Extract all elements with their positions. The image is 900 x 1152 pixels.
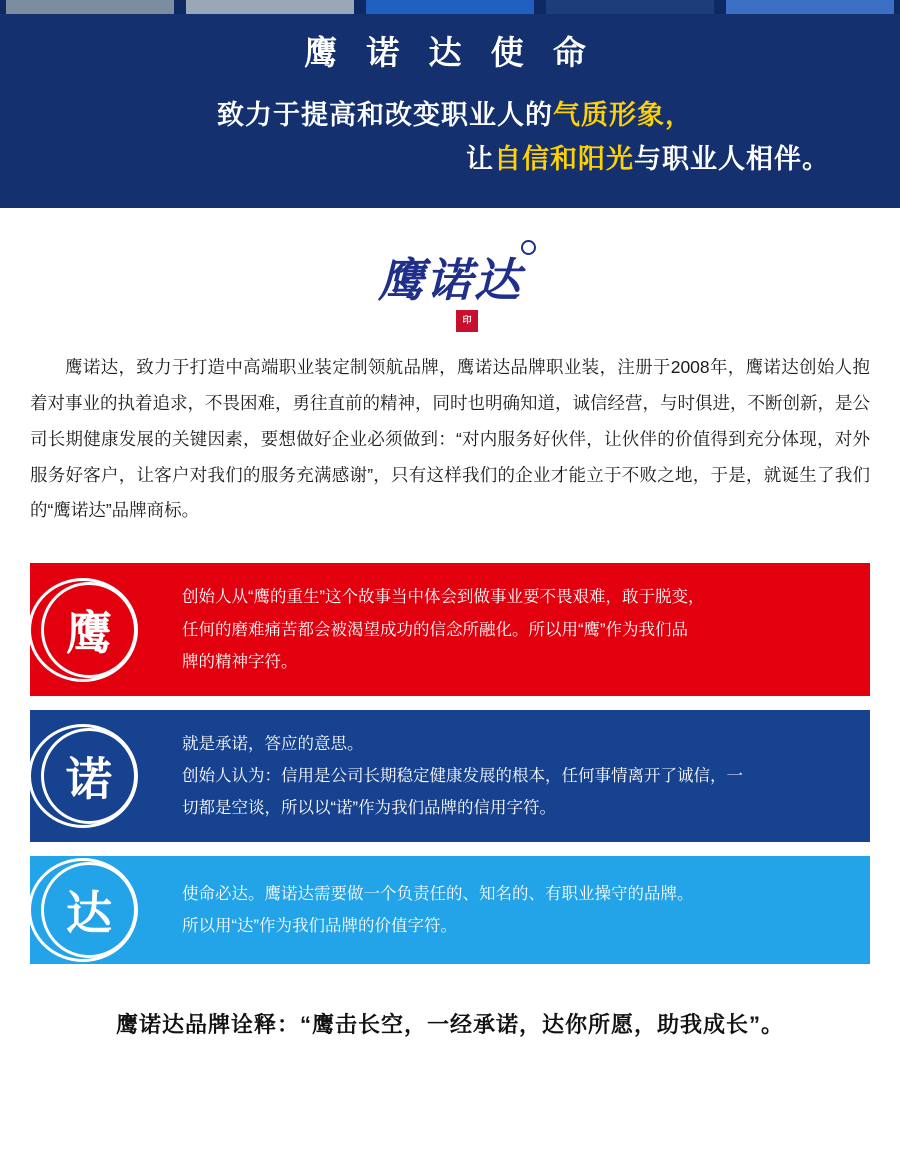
nuo-line-3: 切都是空谈，所以以“诺”作为我们品牌的信用字符。: [182, 799, 556, 818]
seal-icon: 印: [456, 310, 478, 332]
badge-ring-nuo: [41, 728, 137, 824]
character-block-da: [30, 856, 870, 964]
mission-line-2: [40, 137, 860, 182]
character-text-da: [148, 856, 870, 964]
nuo-line-1: 就是承诺，答应的意思。: [182, 734, 364, 753]
mission-line-2-prefix: 让: [466, 144, 494, 175]
badge-char-nuo: 诺: [66, 752, 112, 807]
ying-line-3: 牌的精神字符。: [182, 652, 298, 671]
brand-logo: [378, 244, 522, 326]
badge-char-ying: 鹰: [66, 605, 112, 660]
strip-thumb-2: [186, 0, 354, 14]
strip-thumb-1: [6, 0, 174, 14]
character-badge-ying: [30, 563, 148, 696]
ying-line-2: 任何的磨难痛苦都会被渴望成功的信念所融化。所以用“鹰”作为我们品: [182, 620, 688, 639]
strip-thumb-5: [726, 0, 894, 14]
da-line-1: 使命必达。鹰诺达需要做一个负责任的、知名的、有职业操守的品牌。: [182, 885, 694, 904]
brand-logo-wrap: [0, 208, 900, 328]
mission-line-2-suffix: 与职业人相伴。: [634, 144, 830, 175]
character-badge-nuo: [30, 710, 148, 843]
da-line-2: 所以用“达”作为我们品牌的价值字符。: [182, 917, 457, 936]
nuo-line-2: 创始人认为：信用是公司长期稳定健康发展的根本，任何事情离开了诚信，一: [182, 767, 743, 786]
character-block-ying: [30, 563, 870, 696]
character-text-nuo: [148, 710, 870, 843]
mission-line-1-text: 致力于提高和改变职业人的: [217, 99, 553, 130]
badge-ring-ying: [41, 582, 137, 678]
ying-line-1: 创始人从“鹰的重生”这个故事当中体会到做事业要不畏艰难，敢于脱变，: [182, 588, 705, 607]
strip-thumb-4: [546, 0, 714, 14]
circle-icon: [521, 240, 536, 255]
top-image-strip: [0, 0, 900, 14]
badge-ring-da: [41, 862, 137, 958]
mission-line-1-highlight: 气质形象，: [553, 99, 693, 130]
character-block-nuo: [30, 710, 870, 843]
brand-logo-text: 鹰诺达: [378, 252, 522, 307]
character-text-ying: [148, 563, 870, 696]
mission-line-1: [40, 93, 860, 138]
character-badge-da: [30, 856, 148, 964]
mission-title: 鹰 诺 达 使 命: [304, 34, 596, 71]
mission-banner: [0, 14, 900, 208]
intro-paragraph: 鹰诺达，致力于打造中高端职业装定制领航品牌，鹰诺达品牌职业装，注册于2008年，鹰诺达创始人抱着对事业的执着追求，不畏困难，勇往直前的精神，同时也明确知道，诚信经营，与时俱进，不断创新，是公司长期健康发展的关键因素，要想做好企业必须做到：“对内服务好伙伴，让伙伴的价值得到充分体现，对外服务好客户，让客户对我们的服务充满感谢”，只有这样我们的企业才能立于不败之地，于是，就诞生了我们的“鹰诺达”品牌商标。: [30, 356, 870, 521]
badge-char-da: 达: [66, 886, 112, 941]
character-blocks: [30, 563, 870, 964]
mission-line-2-highlight: 自信和阳光: [494, 144, 634, 175]
strip-thumb-3: [366, 0, 534, 14]
brand-slogan: 鹰诺达品牌诠释：“鹰击长空，一经承诺，达你所愿，助我成长”。: [115, 1012, 784, 1038]
